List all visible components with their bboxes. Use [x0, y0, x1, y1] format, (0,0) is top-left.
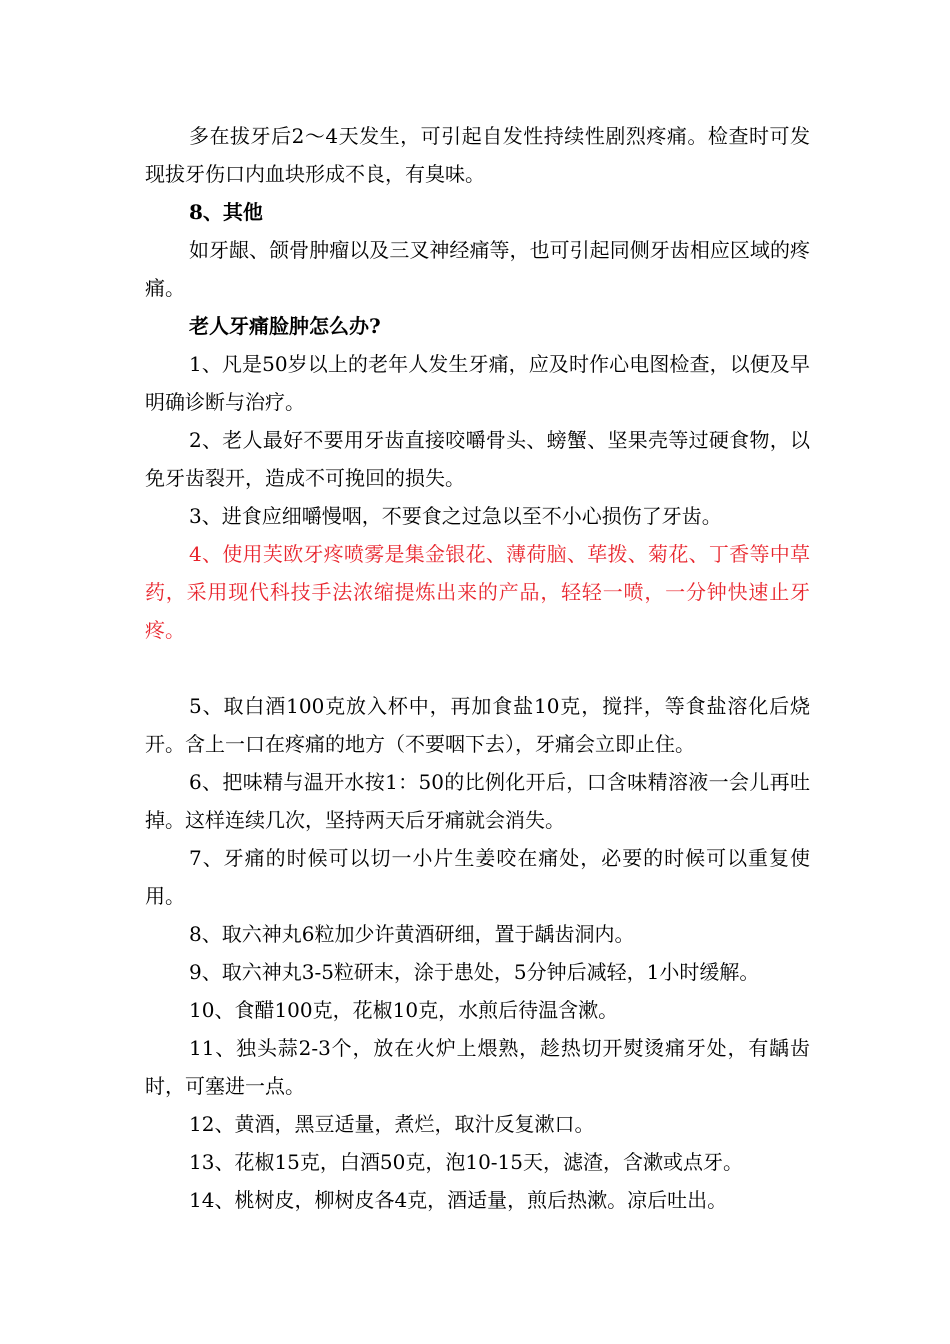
list-item-8: 8、取六神丸6粒加少许黄酒研细，置于龋齿洞内。	[189, 922, 635, 946]
list-item-5: 5、取白酒100克放入杯中，再加食盐10克，搅拌，等食盐溶化后烧开。含上一口在疼痛的地方（不要咽下去），牙痛会立即止住。	[145, 694, 810, 756]
list-item-9: 9、取六神丸3-5粒研末，涂于患处，5分钟后减轻，1小时缓解。	[189, 960, 760, 984]
list-item-12: 12、黄酒，黑豆适量，煮烂，取汁反复漱口。	[189, 1112, 595, 1136]
paragraph-other-causes: 如牙龈、颌骨肿瘤以及三叉神经痛等，也可引起同侧牙齿相应区域的疼痛。	[145, 238, 810, 300]
list-item-10: 10、食醋100克，花椒10克，水煎后待温含漱。	[189, 998, 619, 1022]
list-item-7: 7、牙痛的时候可以切一小片生姜咬在痛处，必要的时候可以重复使用。	[145, 846, 810, 908]
list-item-1: 1、凡是50岁以上的老年人发生牙痛，应及时作心电图检查，以便及早明确诊断与治疗。	[145, 352, 810, 414]
list-item-13: 13、花椒15克，白酒50克，泡10-15天，滤渣，含漱或点牙。	[189, 1150, 744, 1174]
list-item-3: 3、进食应细嚼慢咽，不要食之过急以至不小心损伤了牙齿。	[189, 504, 722, 528]
list-item-11: 11、独头蒜2-3个，放在火炉上煨熟，趁热切开熨烫痛牙处，有龋齿时，可塞进一点。	[145, 1036, 810, 1098]
heading-other: 8、其他	[189, 200, 263, 224]
blank-line	[145, 649, 810, 687]
list-item-4-highlighted: 4、使用芙欧牙疼喷雾是集金银花、薄荷脑、荜拨、菊花、丁香等中草药，采用现代科技手法浓缩提炼出来的产品，轻轻一喷，一分钟快速止牙疼。	[145, 542, 810, 642]
document-page	[145, 117, 810, 1219]
heading-elderly-toothache: 老人牙痛脸肿怎么办?	[189, 314, 381, 338]
list-item-6: 6、把味精与温开水按1：50的比例化开后，口含味精溶液一会儿再吐掉。这样连续几次，坚持两天后牙痛就会消失。	[145, 770, 810, 832]
paragraph-dry-socket: 多在拔牙后2～4天发生，可引起自发性持续性剧烈疼痛。检查时可发现拔牙伤口内血块形成不良，有臭味。	[145, 124, 810, 186]
list-item-2: 2、老人最好不要用牙齿直接咬嚼骨头、螃蟹、坚果壳等过硬食物，以免牙齿裂开，造成不可挽回的损失。	[145, 428, 810, 490]
list-item-14: 14、桃树皮，柳树皮各4克，酒适量，煎后热漱。凉后吐出。	[189, 1188, 728, 1212]
